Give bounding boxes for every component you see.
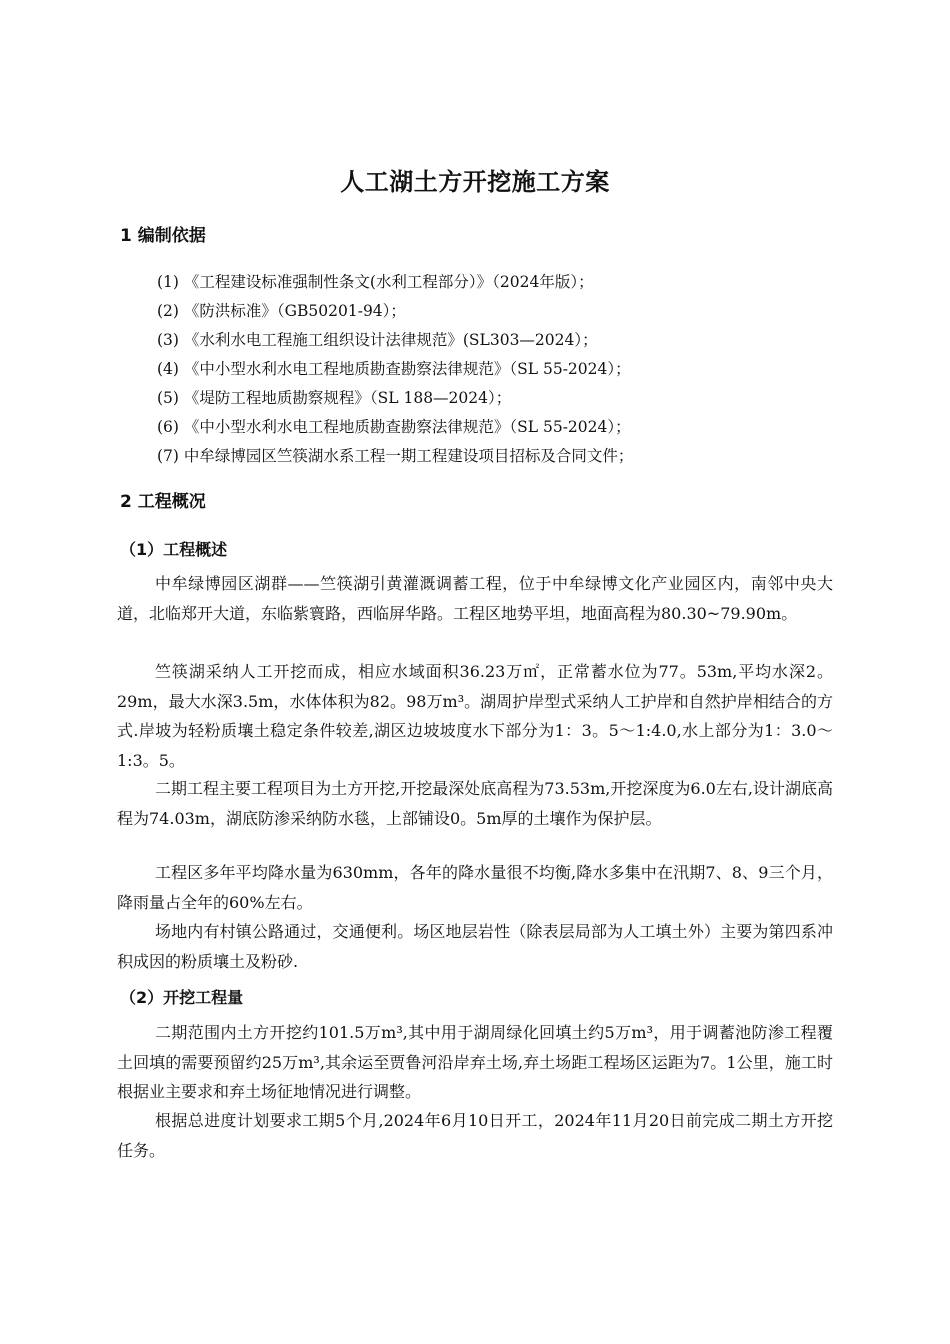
body-paragraph: 二期范围内土方开挖约101.5万m³,其中用于湖周绿化回填土约5万m³，用于调蓄池防渗工程覆土回填的需要预留约25万m³,其余运至贾鲁河沿岸弃土场,弃土场距工程场区运距为7。1公里，施工时根据业主要求和弃土场征地情况进行调整。: [117, 1023, 833, 1101]
body-paragraph: 二期工程主要工程项目为土方开挖,开挖最深处底高程为73.53m,开挖深度为6.0左右,设计湖底高程为74.03m，湖底防渗采纳防水毯，上部铺设0。5m厚的土壤作为保护层。: [117, 779, 833, 828]
subsection-heading-quantity: （2）开挖工程量: [120, 988, 244, 1007]
section-heading-overview: 2 工程概况: [120, 492, 206, 512]
reference-item: (6) 《中小型水利水电工程地质勘查勘察法律规范》（SL 55-2024）；: [157, 418, 631, 436]
reference-item: (7) 中牟绿博园区竺筷湖水系工程一期工程建设项目招标及合同文件；: [157, 447, 634, 465]
reference-item: (2) 《防洪标准》（GB50201-94）；: [157, 302, 406, 320]
body-paragraph: 中牟绿博园区湖群——竺筷湖引黄灌溉调蓄工程，位于中牟绿博文化产业园区内，南邻中央大道，北临郑开大道，东临紫寰路，西临屏华路。工程区地势平坦，地面高程为80.30~79.90m。: [117, 574, 833, 623]
reference-item: (1) 《工程建设标准强制性条文(水利工程部分）》（2024年版）；: [157, 273, 594, 291]
reference-list: [157, 268, 633, 471]
subsection-heading-summary: （1）工程概述: [120, 540, 228, 559]
reference-item: (5) 《堤防工程地质勘察规程》（SL 188—2024）；: [157, 389, 512, 407]
body-paragraph: 场地内有村镇公路通过，交通便利。场区地层岩性（除表层局部为人工填土外）主要为第四系冲积成因的粉质壤土及粉砂.: [117, 922, 833, 971]
reference-item: (4) 《中小型水利水电工程地质勘查勘察法律规范》（SL 55-2024）；: [157, 360, 631, 378]
body-paragraph: 竺筷湖采纳人工开挖而成，相应水域面积36.23万㎡，正常蓄水位为77。53m,平均水深2。29m，最大水深3.5m，水体体积为82。98万m³。湖周护岸型式采纳人工护岸和自然护岸相结合的方式.岸坡为轻粉质壤土稳定条件较差,湖区边坡坡度水下部分为1：3。5～1:4.0,水上部分为1：3.0～1:3。5。: [117, 662, 833, 770]
document-title: 人工湖土方开挖施工方案: [340, 168, 610, 196]
body-paragraph: 工程区多年平均降水量为630mm，各年的降水量很不均衡,降水多集中在汛期7、8、9三个月，降雨量占全年的60%左右。: [117, 863, 833, 912]
body-paragraph: 根据总进度计划要求工期5个月,2024年6月10日开工，2024年11月20日前完成二期土方开挖任务。: [117, 1111, 833, 1160]
reference-item: (3) 《水利水电工程施工组织设计法律规范》(SL303—2024）；: [157, 331, 598, 349]
section-heading-basis: 1 编制依据: [120, 226, 206, 246]
